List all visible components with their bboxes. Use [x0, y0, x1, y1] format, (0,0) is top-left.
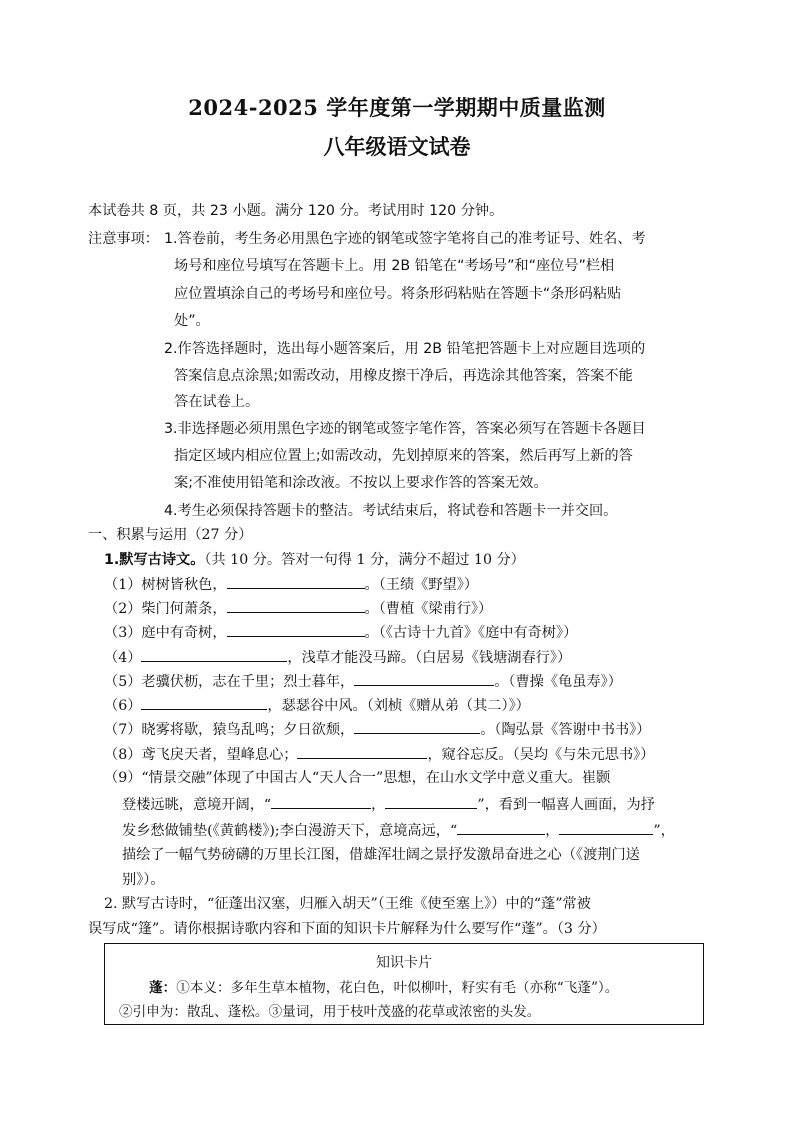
- q1-item9-line5: 别》）。: [122, 872, 165, 888]
- q1-item7-source: 。（陶弘景《答谢中书书》）: [480, 722, 651, 738]
- answer-blank[interactable]: [559, 820, 653, 835]
- q1-item7: [104, 719, 650, 740]
- notice-item2-line3: 答在试卷上。: [174, 394, 260, 410]
- q1-item5-source: 。（曹操《龟虽寿》）: [494, 674, 622, 690]
- answer-blank[interactable]: [354, 671, 494, 686]
- q1-item3: [104, 622, 577, 643]
- knowledge-card-line1: [149, 976, 618, 996]
- q1-item5-prompt: （5）老骥伏枥，志在千里；烈士暮年，: [104, 674, 355, 690]
- q1-note: （共 10 分。答对一句得 1 分，满分不超过 10 分）: [204, 552, 525, 568]
- knowledge-card-definition1: ①本义：多年生草本植物，花白色，叶似柳叶，籽实有毛（亦称“飞蓬”）。: [176, 980, 619, 996]
- q1-item1: [104, 574, 478, 595]
- q1-item6-prompt: （6）: [104, 698, 142, 714]
- q1-stem: [104, 550, 525, 570]
- q1-item9-line2: [122, 794, 655, 815]
- notice-item1-line1: 1.答卷前，考生务必用黑色字迹的钢笔或签字笔将自己的准考证号、姓名、考: [164, 231, 646, 247]
- q1-item6: [104, 695, 530, 716]
- q1-item3-source: 。（《古诗十九首》《庭中有奇树》）: [364, 625, 578, 641]
- q2-line2: 误写成“篷”。请你根据诗歌内容和下面的知识卡片解释为什么要写作“蓬”。（3 分）: [88, 921, 606, 937]
- knowledge-card-term: 蓬：: [149, 980, 177, 996]
- q1-item2: [104, 598, 492, 619]
- exam-intro: 本试卷共 8 页，共 23 小题。满分 120 分。考试用时 120 分钟。: [88, 203, 504, 219]
- q2-line1: 2. 默写古诗时，“征蓬出汉塞，归雁入胡天”（王维《使至塞上》）中的“蓬”常被: [104, 896, 591, 912]
- q1-item3-prompt: （3）庭中有奇树，: [104, 625, 227, 641]
- answer-blank[interactable]: [141, 647, 287, 662]
- notice-item1-line2: 场号和座位号填写在答题卡上。用 2B 铅笔在“考场号”和“座位号”栏相: [174, 258, 615, 274]
- q1-item1-source: 。（王绩《野望》）: [364, 577, 479, 593]
- notice-item1-line4: 处”。: [174, 313, 210, 329]
- q1-item9-text: ，: [545, 823, 560, 839]
- knowledge-card-title: 知识卡片: [376, 955, 432, 971]
- q1-item9-line3: [122, 820, 675, 841]
- exam-title: 2024-2025 学年度第一学期期中质量监测: [188, 95, 606, 120]
- q1-item7-prompt: （7）晓雾将歇，猿鸟乱鸣；夕日欲颓，: [104, 722, 355, 738]
- notice-item2-line2: 答案信息点涂黑;如需改动，用橡皮擦干净后，再选涂其他答案，答案不能: [174, 368, 633, 384]
- q1-label: 1.默写古诗文。: [104, 552, 205, 568]
- q1-item2-source: 。（曹植《梁甫行》）: [364, 601, 493, 617]
- answer-blank[interactable]: [227, 598, 365, 613]
- notice-item1-line3: 应位置填涂自己的考场号和座位号。将条形码粘贴在答题卡“条形码粘贴: [174, 286, 622, 302]
- notice-item3-line2: 指定区域内相应位置上;如需改动，先划掉原来的答案，然后再写上新的答: [174, 448, 633, 464]
- notice-label: 注意事项：: [88, 231, 159, 247]
- q1-item9-text: 发乡愁做铺垫(《黄鹤楼》);李白漫游天下，意境高远，“: [122, 823, 458, 839]
- notice-item3-line3: 案;不准使用铅笔和涂改液。不按以上要求作答的答案无效。: [174, 475, 548, 491]
- q1-item4: [104, 647, 571, 668]
- answer-blank[interactable]: [297, 744, 427, 759]
- q1-item5: [104, 671, 622, 692]
- answer-blank[interactable]: [271, 794, 371, 809]
- q1-item2-prompt: （2）柴门何萧条，: [104, 601, 227, 617]
- notice-item3-line1: 3.非选择题必须用黑色字迹的钢笔或签字笔作答，答案必须写在答题卡各题目: [164, 421, 646, 437]
- q1-item1-prompt: （1）树树皆秋色，: [104, 577, 227, 593]
- q1-item9-text: ”，: [653, 823, 675, 839]
- answer-blank[interactable]: [141, 695, 267, 710]
- notice-item2-line1: 2.作答选择题时，选出每小题答案后，用 2B 铅笔把答题卡上对应题目选项的: [164, 341, 646, 357]
- q1-item4-source: ，浅草才能没马蹄。（白居易《钱塘湖春行》）: [287, 650, 572, 666]
- knowledge-card-line2: ②引申为：散乱、蓬松。③量词，用于枝叶茂盛的花草或浓密的头发。: [119, 1004, 541, 1020]
- exam-subtitle: 八年级语文试卷: [323, 134, 471, 159]
- knowledge-card: [104, 943, 704, 1025]
- q1-item9-line1: （9）“情景交融”体现了中国古人“天人合一”思想，在山水文学中意义重大。崔颢: [104, 770, 611, 786]
- answer-blank[interactable]: [227, 574, 365, 589]
- q1-item6-source: ，瑟瑟谷中风。（刘桢《赠从弟（其二）》）: [267, 698, 530, 714]
- q1-item8-source: ，窥谷忘反。（吴均《与朱元思书》）: [427, 747, 655, 763]
- q1-item9-text: ，: [371, 797, 386, 813]
- answer-blank[interactable]: [385, 794, 477, 809]
- answer-blank[interactable]: [227, 622, 365, 637]
- answer-blank[interactable]: [457, 820, 545, 835]
- q1-item9-text: 登楼远眺，意境开阔，“: [122, 797, 272, 813]
- section1-heading: 一、积累与运用（27 分）: [88, 527, 253, 543]
- answer-blank[interactable]: [354, 719, 480, 734]
- q1-item4-prompt: （4）: [104, 650, 142, 666]
- notice-item4: 4.考生必须保持答题卡的整洁。考试结束后，将试卷和答题卡一并交回。: [164, 503, 618, 519]
- q1-item8: [104, 744, 654, 765]
- q1-item9-line4: 描绘了一幅气势磅礴的万里长江图，借雄浑壮阔之景抒发激昂奋进之心（《渡荆门送: [122, 847, 640, 863]
- q1-item8-prompt: （8）鸢飞戾天者，望峰息心；: [104, 747, 298, 763]
- q1-item9-text: ”，看到一幅喜人画面，为抒: [477, 797, 655, 813]
